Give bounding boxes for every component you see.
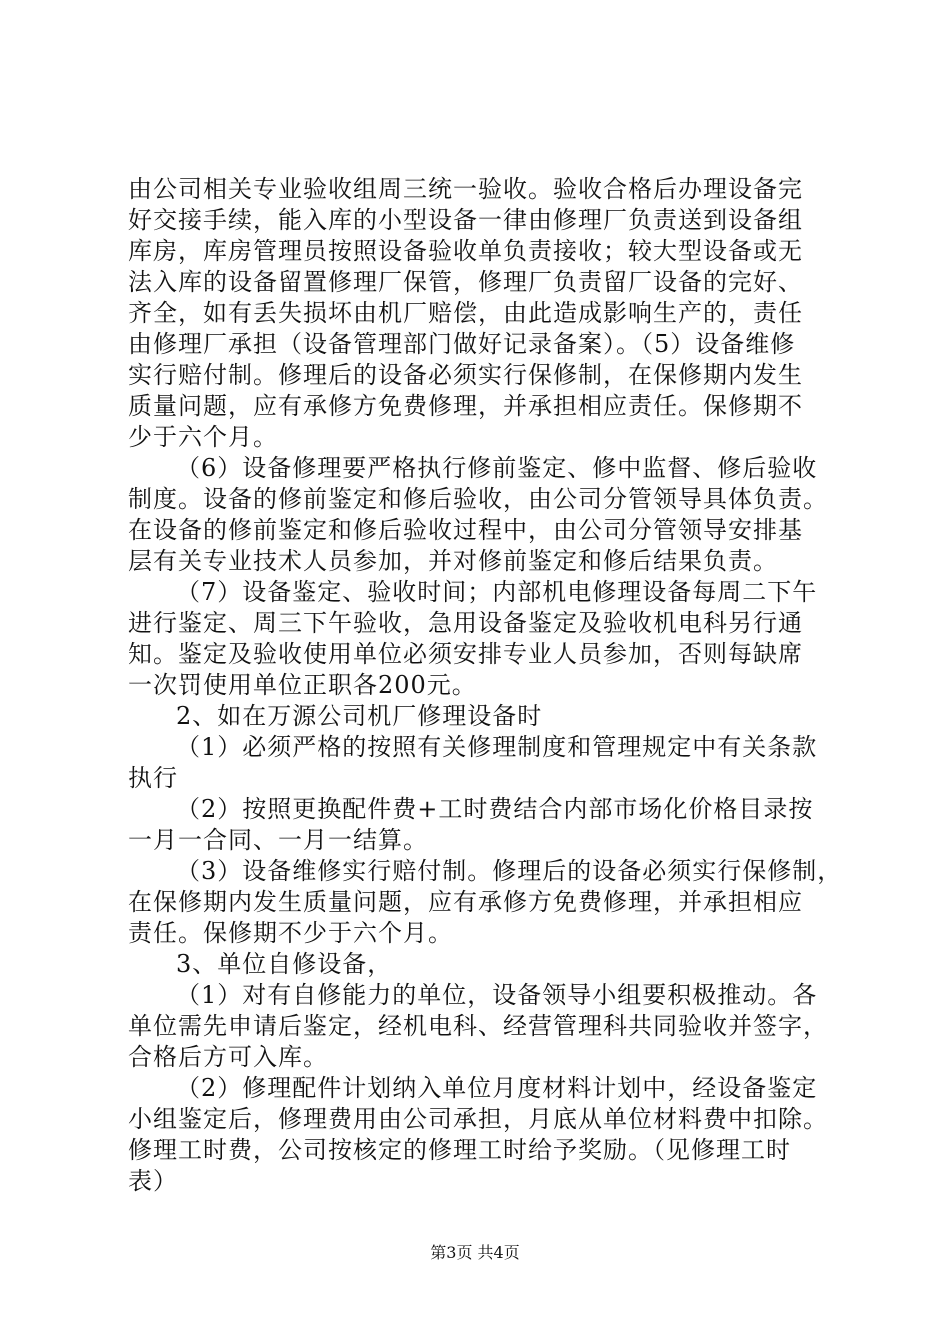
paragraph-line: 质量问题，应有承修方免费修理，并承担相应责任。保修期不 (128, 392, 803, 420)
paragraph-line: 在设备的修前鉴定和修后验收过程中，由公司分管领导安排基 (128, 516, 803, 544)
paragraph-line: 执行 (128, 764, 178, 792)
paragraph-line: 表） (128, 1167, 178, 1195)
paragraph-line: 由公司相关专业验收组周三统一验收。验收合格后办理设备完 (128, 175, 803, 203)
paragraph-line: 单位需先申请后鉴定，经机电科、经营管理科共同验收并签字， (128, 1012, 828, 1040)
page-number-footer: 第3页 共4页 (430, 1243, 520, 1262)
paragraph-line: 小组鉴定后，修理费用由公司承担，月底从单位材料费中扣除。 (128, 1105, 828, 1133)
paragraph-line: （6）设备修理要严格执行修前鉴定、修中监督、修后验收 (176, 454, 818, 482)
paragraph-line: 责任。保修期不少于六个月。 (128, 919, 453, 947)
section-heading: 2、如在万源公司机厂修理设备时 (176, 702, 543, 730)
paragraph-line: 法入库的设备留置修理厂保管，修理厂负责留厂设备的完好、 (128, 268, 803, 296)
paragraph-line: 进行鉴定、周三下午验收，急用设备鉴定及验收机电科另行通 (128, 609, 803, 637)
paragraph-line: 修理工时费，公司按核定的修理工时给予奖励。（见修理工时 (128, 1136, 791, 1164)
paragraph-line: 好交接手续，能入库的小型设备一律由修理厂负责送到设备组 (128, 206, 803, 234)
paragraph-line: 层有关专业技术人员参加，并对修前鉴定和修后结果负责。 (128, 547, 778, 575)
paragraph-line: （3）设备维修实行赔付制。修理后的设备必须实行保修制， (176, 857, 843, 885)
section-heading: 3、单位自修设备， (176, 950, 393, 978)
paragraph-line: 实行赔付制。修理后的设备必须实行保修制，在保修期内发生 (128, 361, 803, 389)
paragraph-line: 在保修期内发生质量问题，应有承修方免费修理，并承担相应 (128, 888, 803, 916)
paragraph-line: 少于六个月。 (128, 423, 278, 451)
paragraph-line: （1）对有自修能力的单位，设备领导小组要积极推动。各 (176, 981, 818, 1009)
paragraph-line: 一月一合同、一月一结算。 (128, 826, 428, 854)
paragraph-line: 制度。设备的修前鉴定和修后验收，由公司分管领导具体负责。 (128, 485, 828, 513)
paragraph-line: 由修理厂承担（设备管理部门做好记录备案）。（5）设备维修 (128, 330, 796, 358)
paragraph-line: （7）设备鉴定、验收时间；内部机电修理设备每周二下午 (176, 578, 818, 606)
paragraph-line: 一次罚使用单位正职各200元。 (128, 671, 477, 699)
paragraph-line: 齐全，如有丢失损坏由机厂赔偿，由此造成影响生产的，责任 (128, 299, 803, 327)
paragraph-line: （1）必须严格的按照有关修理制度和管理规定中有关条款 (176, 733, 818, 761)
paragraph-line: （2）按照更换配件费+工时费结合内部市场化价格目录按 (176, 795, 814, 823)
paragraph-line: 库房，库房管理员按照设备验收单负责接收；较大型设备或无 (128, 237, 803, 265)
paragraph-line: 知。鉴定及验收使用单位必须安排专业人员参加，否则每缺席 (128, 640, 803, 668)
paragraph-line: （2）修理配件计划纳入单位月度材料计划中，经设备鉴定 (176, 1074, 818, 1102)
paragraph-line: 合格后方可入库。 (128, 1043, 328, 1071)
